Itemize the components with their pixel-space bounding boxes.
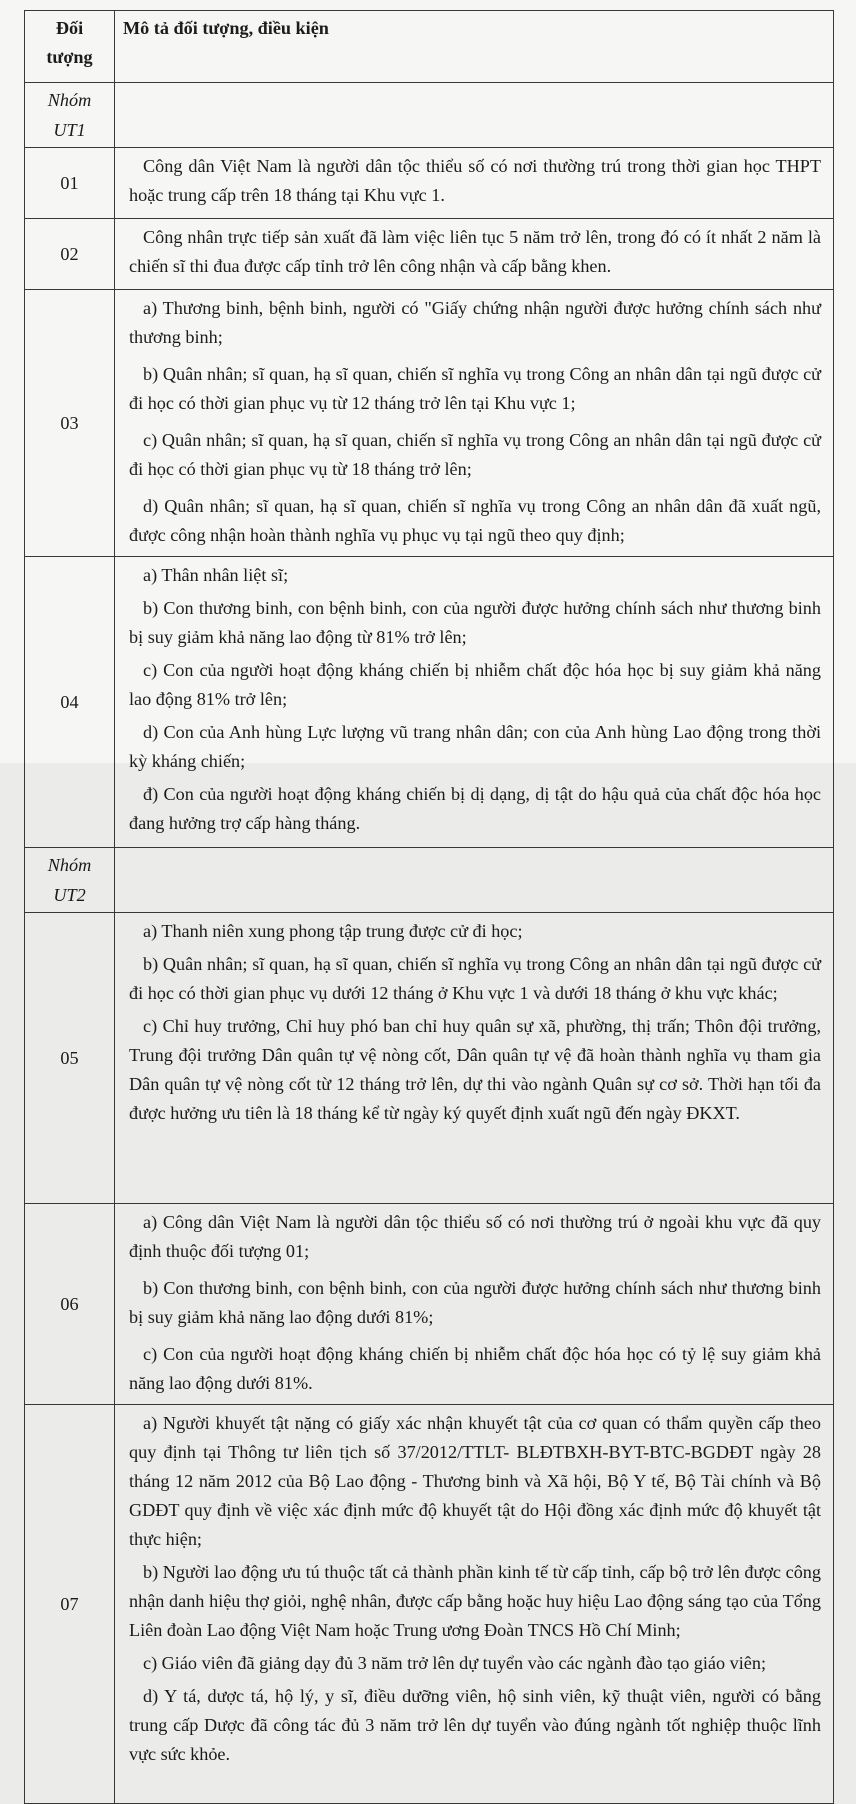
table-row: [25, 913, 834, 1204]
group-label-ut2: Nhóm UT2: [25, 848, 115, 913]
table-header-row: [25, 11, 834, 83]
row-description: a) Thân nhân liệt sĩ; b) Con thương binh, con bệnh binh, con của người được hưởng chính sách như thương binh bị suy giảm khả năng lao động từ 81% trở lên; c) Con của người hoạt động kháng chiến bị nhiễm chất độc hóa học bị suy giảm khả năng lao động 81% trở lên; d) Con của Anh hùng Lực lượng vũ trang nhân dân; con của Anh hùng Lao động trong thời kỳ kháng chiến; đ) Con của người hoạt động kháng chiến bị dị dạng, dị tật do hậu quả của chất độc hóa học đang hưởng trợ cấp hàng tháng.: [115, 557, 834, 848]
table-row: [25, 290, 834, 557]
priority-table: [24, 10, 834, 1804]
row-id: 05: [25, 913, 115, 1204]
row-id: 02: [25, 219, 115, 290]
row-description: a) Công dân Việt Nam là người dân tộc thiểu số có nơi thường trú ở ngoài khu vực đã quy định thuộc đối tượng 01; b) Con thương binh, con bệnh binh, con của người được hưởng chính sách như thương binh bị suy giảm khả năng lao động dưới 81%; c) Con của người hoạt động kháng chiến bị nhiễm chất độc hóa học có tỷ lệ suy giảm khả năng lao động dưới 81%.: [115, 1204, 834, 1405]
row-id: 01: [25, 148, 115, 219]
row-description: a) Thanh niên xung phong tập trung được cử đi học; b) Quân nhân; sĩ quan, hạ sĩ quan, chiến sĩ nghĩa vụ trong Công an nhân dân tại ngũ được cử đi học có thời gian phục vụ dưới 12 tháng ở Khu vực 1 và dưới 18 tháng ở khu vực khác; c) Chỉ huy trưởng, Chỉ huy phó ban chỉ huy quân sự xã, phường, thị trấn; Thôn đội trưởng, Trung đội trưởng Dân quân tự vệ nòng cốt, Dân quân tự vệ đã hoàn thành nghĩa vụ tham gia Dân quân tự vệ nòng cốt từ 12 tháng trở lên, dự thi vào ngành Quân sự cơ sở. Thời hạn tối đa được hưởng ưu tiên là 18 tháng kể từ ngày ký quyết định xuất ngũ đến ngày ĐKXT.: [115, 913, 834, 1204]
table-row: [25, 557, 834, 848]
group-empty-cell: [115, 848, 834, 913]
table-row: [25, 1405, 834, 1804]
row-id: 06: [25, 1204, 115, 1405]
group-label-ut1: Nhóm UT1: [25, 83, 115, 148]
group-row-ut2: [25, 848, 834, 913]
header-object: Đối tượng: [25, 11, 115, 83]
row-description: a) Thương binh, bệnh binh, người có "Giấy chứng nhận người được hưởng chính sách như thương binh; b) Quân nhân; sĩ quan, hạ sĩ quan, chiến sĩ nghĩa vụ trong Công an nhân dân tại ngũ được cử đi học có thời gian phục vụ từ 12 tháng trở lên tại Khu vực 1; c) Quân nhân; sĩ quan, hạ sĩ quan, chiến sĩ nghĩa vụ trong Công an nhân dân tại ngũ được cử đi học có thời gian phục vụ từ 18 tháng trở lên; d) Quân nhân; sĩ quan, hạ sĩ quan, chiến sĩ nghĩa vụ trong Công an nhân dân đã xuất ngũ, được công nhận hoàn thành nghĩa vụ phục vụ tại ngũ theo quy định;: [115, 290, 834, 557]
row-description: Công nhân trực tiếp sản xuất đã làm việc liên tục 5 năm trở lên, trong đó có ít nhất 2 năm là chiến sĩ thi đua được cấp tỉnh trở lên công nhận và cấp bằng khen.: [115, 219, 834, 290]
header-description: Mô tả đối tượng, điều kiện: [115, 11, 834, 83]
group-row-ut1: [25, 83, 834, 148]
row-id: 03: [25, 290, 115, 557]
row-description: a) Người khuyết tật nặng có giấy xác nhận khuyết tật của cơ quan có thẩm quyền cấp theo quy định tại Thông tư liên tịch số 37/2012/TTLT- BLĐTBXH-BYT-BTC-BGDĐT ngày 28 tháng 12 năm 2012 của Bộ Lao động - Thương binh và Xã hội, Bộ Y tế, Bộ Tài chính và Bộ GDĐT quy định về việc xác định mức độ khuyết tật do Hội đồng xác định mức độ khuyết tật thực hiện; b) Người lao động ưu tú thuộc tất cả thành phần kinh tế từ cấp tỉnh, cấp bộ trở lên được công nhận danh hiệu thợ giỏi, nghệ nhân, được cấp bằng hoặc huy hiệu Lao động sáng tạo của Tổng Liên đoàn Lao động Việt Nam hoặc Trung ương Đoàn TNCS Hồ Chí Minh; c) Giáo viên đã giảng dạy đủ 3 năm trở lên dự tuyển vào các ngành đào tạo giáo viên; d) Y tá, dược tá, hộ lý, y sĩ, điều dưỡng viên, hộ sinh viên, kỹ thuật viên, người có bằng trung cấp Dược đã công tác đủ 3 năm trở lên dự tuyển vào đúng ngành tốt nghiệp thuộc lĩnh vực sức khỏe.: [115, 1405, 834, 1804]
row-id: 07: [25, 1405, 115, 1804]
table-row: [25, 1204, 834, 1405]
row-id: 04: [25, 557, 115, 848]
group-empty-cell: [115, 83, 834, 148]
table-row: [25, 148, 834, 219]
row-description: Công dân Việt Nam là người dân tộc thiểu số có nơi thường trú trong thời gian học THPT hoặc trung cấp trên 18 tháng tại Khu vực 1.: [115, 148, 834, 219]
table-row: [25, 219, 834, 290]
